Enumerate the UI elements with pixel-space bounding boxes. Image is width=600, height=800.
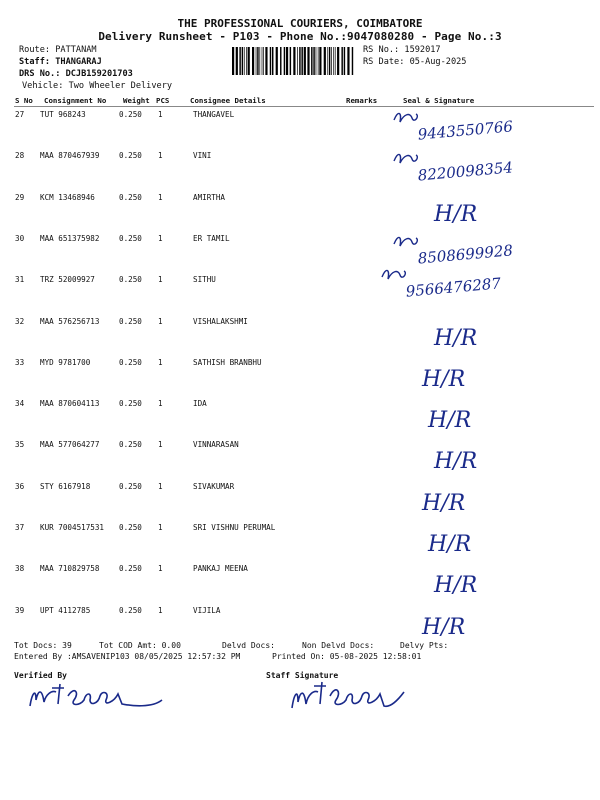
delivery-signature [380, 261, 570, 309]
verified-by-label: Verified By [14, 671, 67, 680]
cell-consignee: VINI [193, 151, 212, 161]
cell-consignment: MAA 651375982 [40, 233, 100, 243]
cell-sno: 37 [15, 523, 25, 532]
cell-pcs: 1 [158, 440, 163, 450]
cell-weight: 0.250 [119, 399, 142, 409]
cell-pcs: 1 [158, 564, 163, 574]
cell-consignment: KUR 7004517531 [40, 523, 105, 532]
signature-text: 9443550766 [417, 117, 514, 144]
col-weight: Weight [123, 96, 150, 105]
barcode-bar [352, 47, 353, 75]
cell-pcs: 1 [158, 481, 163, 491]
barcode-bar [341, 47, 342, 75]
entered-by: Entered By :AMSAVENIP103 08/05/2025 12:57:32 PM [14, 652, 241, 661]
staff-label: Staff: THANGARAJ [19, 57, 102, 67]
cell-sno: 34 [15, 399, 25, 409]
rs-date: RS Date: 05-Aug-2025 [363, 57, 467, 67]
barcode-bar [232, 47, 234, 75]
cell-sno: 38 [15, 564, 25, 574]
cell-pcs: 1 [158, 233, 163, 243]
non-delivered-docs: Non Delvd Docs: [302, 641, 375, 650]
cell-pcs: 1 [158, 110, 163, 119]
cell-consignee: AMIRTHA [193, 192, 226, 202]
table-row [0, 564, 600, 605]
barcode-bar [301, 47, 302, 75]
barcode-bar [316, 47, 317, 75]
cell-sno: 30 [15, 233, 25, 243]
cell-consignment: MAA 870467939 [40, 151, 100, 161]
cell-consignee: VIJILA [193, 605, 221, 615]
cell-consignment: MYD 9781700 [40, 357, 91, 367]
cell-sno: 39 [15, 605, 25, 615]
cell-weight: 0.250 [119, 481, 142, 491]
cell-consignee: VISHALAKSHMI [193, 316, 248, 326]
cell-weight: 0.250 [119, 357, 142, 367]
signature-text: H/R [434, 201, 478, 227]
cell-weight: 0.250 [119, 523, 142, 532]
cell-consignee: SRI VISHNU PERUMAL [193, 523, 276, 532]
cell-pcs: 1 [158, 399, 163, 409]
cell-consignment: MAA 576256713 [40, 316, 100, 326]
col-pcs: PCS [156, 96, 170, 105]
barcode-bar [236, 47, 238, 75]
cell-sno: 31 [15, 275, 25, 285]
barcode-bar [270, 47, 271, 75]
staff-signature [286, 678, 416, 718]
signature-text: H/R [428, 408, 472, 434]
cell-pcs: 1 [158, 357, 163, 367]
rs-number: RS No.: 1592017 [363, 45, 441, 55]
barcode-bar [337, 47, 339, 75]
cell-consignment: MAA 870604113 [40, 399, 100, 409]
cell-weight: 0.250 [119, 110, 142, 119]
cell-consignee: SATHISH BRANBHU [193, 357, 262, 367]
barcode-bar [299, 47, 300, 75]
total-cod: Tot COD Amt: 0.00 [99, 641, 181, 650]
cell-weight: 0.250 [119, 440, 142, 450]
cell-consignment: TUT 968243 [40, 110, 86, 119]
signature-text: H/R [428, 532, 472, 557]
signature-text: 8220098354 [417, 158, 514, 185]
cell-weight: 0.250 [119, 564, 142, 574]
cell-weight: 0.250 [119, 233, 142, 243]
table-row [0, 523, 600, 564]
runsheet-subtitle: Delivery Runsheet - P103 - Phone No.:9047080280 - Page No.:3 [98, 30, 502, 43]
cell-weight: 0.250 [119, 275, 142, 285]
table-row [0, 606, 600, 647]
cell-sno: 28 [15, 151, 25, 161]
printed-on: Printed On: 05-08-2025 12:58:01 [272, 652, 422, 661]
barcode-bar [297, 47, 298, 75]
col-signature: Seal & Signature [403, 96, 475, 105]
table-row [0, 399, 600, 440]
table-row [0, 151, 600, 192]
cell-pcs: 1 [158, 316, 163, 326]
barcode-bar [263, 47, 264, 75]
barcode-bar [259, 47, 260, 75]
cell-consignment: TRZ 52009927 [40, 275, 95, 285]
barcode-bar [313, 47, 314, 75]
barcode-bar [246, 47, 247, 75]
signature-text: H/R [422, 614, 466, 640]
barcode-bar [307, 47, 309, 75]
barcode-bar [304, 47, 306, 75]
cell-consignment: MAA 577064277 [40, 440, 100, 450]
cell-weight: 0.250 [119, 316, 142, 326]
table-row [0, 482, 600, 523]
table-row [0, 275, 600, 316]
barcode-bar [327, 47, 328, 75]
signature-scribble [394, 237, 417, 246]
cell-pcs: 1 [158, 192, 163, 202]
signature-text: H/R [434, 449, 478, 475]
barcode-bar [256, 47, 257, 75]
barcode-bar [262, 47, 263, 75]
cell-weight: 0.250 [119, 192, 142, 202]
signature-text: H/R [422, 366, 466, 392]
barcode-bar [333, 47, 334, 75]
signature-scribble [382, 271, 405, 280]
cell-weight: 0.250 [119, 605, 142, 615]
cell-sno: 35 [15, 440, 25, 450]
delivery-points: Delvy Pts: [400, 641, 449, 650]
barcode-bar [242, 47, 243, 75]
cell-weight: 0.250 [119, 151, 142, 161]
cell-consignee: SIVAKUMAR [193, 481, 235, 491]
cell-consignment: STY 6167918 [40, 481, 91, 491]
delivered-docs: Delvd Docs: [222, 641, 275, 650]
barcode-bar [284, 47, 285, 75]
total-docs: Tot Docs: 39 [14, 641, 72, 650]
cell-pcs: 1 [158, 151, 163, 161]
col-remarks: Remarks [346, 96, 378, 105]
cell-consignment: KCM 13468946 [40, 192, 95, 202]
cell-consignee: PANKAJ MEENA [193, 564, 248, 574]
cell-pcs: 1 [158, 523, 163, 532]
barcode-bar [239, 47, 240, 75]
barcode [232, 47, 356, 75]
cell-pcs: 1 [158, 605, 163, 615]
cell-consignee: ER TAMIL [193, 233, 230, 243]
barcode-bar [319, 47, 321, 75]
barcode-bar [248, 47, 250, 75]
signature-scribble [394, 113, 417, 122]
table-row [0, 440, 600, 481]
barcode-bar [331, 47, 332, 75]
barcode-bar [257, 47, 258, 75]
table-row [0, 358, 600, 399]
signature-text: 8508699928 [417, 241, 514, 268]
barcode-bar [265, 47, 267, 75]
barcode-bar [293, 47, 295, 75]
table-row [0, 317, 600, 358]
barcode-bar [252, 47, 254, 75]
route-label: Route: PATTANAM [19, 45, 97, 55]
barcode-bar [286, 47, 288, 75]
barcode-bar [244, 47, 245, 75]
cell-sno: 36 [15, 481, 25, 491]
barcode-bar [335, 47, 336, 75]
barcode-bar [347, 47, 349, 75]
staff-signature-label: Staff Signature [266, 671, 339, 680]
barcode-bar [280, 47, 281, 75]
cell-sno: 27 [15, 110, 25, 119]
barcode-bar [276, 47, 278, 75]
barcode-bar [311, 47, 312, 75]
signature-text: H/R [434, 325, 478, 351]
col-sno: S No [15, 96, 33, 105]
barcode-bar [272, 47, 273, 75]
verifier-signature [22, 678, 172, 718]
cell-sno: 32 [15, 316, 25, 326]
cell-sno: 29 [15, 192, 25, 202]
barcode-bar [318, 47, 319, 75]
signature-scribble [394, 155, 417, 164]
signature-text: 9566476287 [405, 274, 502, 301]
cell-consignee: VINNARASAN [193, 440, 239, 450]
cell-pcs: 1 [158, 275, 163, 285]
barcode-bar [324, 47, 326, 75]
drs-number: DRS No.: DCJB159201703 [19, 69, 133, 79]
col-consignee: Consignee Details [190, 96, 266, 105]
cell-consignment: MAA 710829758 [40, 564, 100, 574]
cell-consignment: UPT 4112785 [40, 605, 91, 615]
cell-consignee: THANGAVEL [193, 110, 235, 119]
barcode-bar [329, 47, 330, 75]
company-title: THE PROFESSIONAL COURIERS, COIMBATORE [177, 17, 423, 30]
cell-sno: 33 [15, 357, 25, 367]
col-consignment: Consignment No [44, 96, 107, 105]
signature-text: H/R [422, 490, 466, 516]
vehicle-label: Vehicle: Two Wheeler Delivery [22, 81, 173, 91]
barcode-bar [290, 47, 291, 75]
cell-consignee: IDA [193, 399, 207, 409]
barcode-bar [344, 47, 345, 75]
signature-text: H/R [434, 573, 478, 599]
delivery-signature [392, 145, 582, 193]
cell-consignee: SITHU [193, 275, 216, 285]
